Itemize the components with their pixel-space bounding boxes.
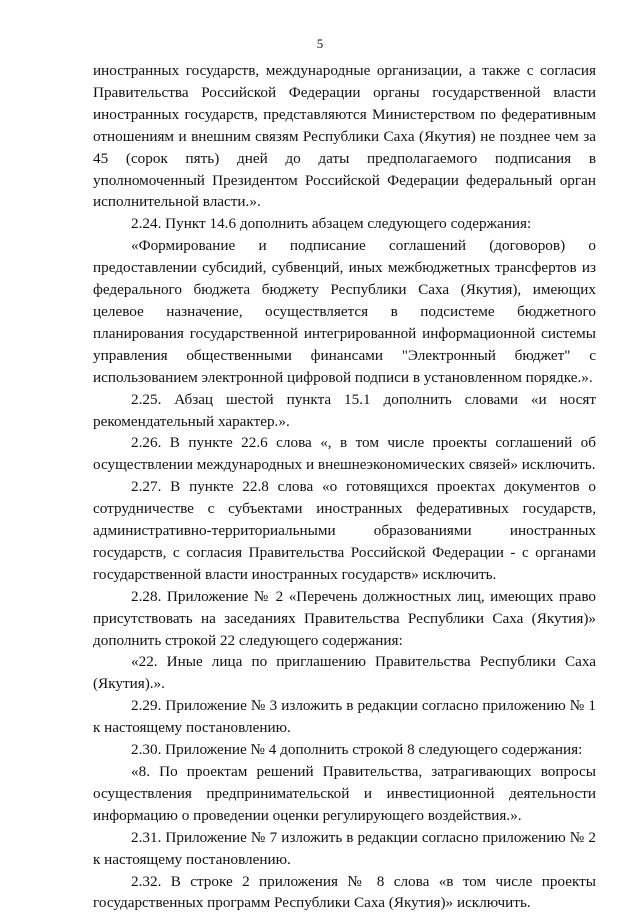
paragraph-2-28: 2.28. Приложение № 2 «Перечень должностных лиц, имеющих право присутствовать на заседаниях Правительства Республики Саха (Якутия)» дополнить строкой 22 следующего содержания: [93, 587, 596, 649]
paragraph-2-25: 2.25. Абзац шестой пункта 15.1 дополнить словами «и носят рекомендательный характер.». [93, 390, 596, 430]
paragraph-2-29: 2.29. Приложение № 3 изложить в редакции согласно приложению № 1 к настоящему постановлению. [93, 697, 596, 737]
paragraph-2-32: 2.32. В строке 2 приложения № 8 слова «в том числе проекты государственных программ Республики Саха (Якутия)» исключить. [93, 872, 596, 912]
paragraph-2-26: 2.26. В пункте 22.6 слова «, в том числе проекты соглашений об осуществлении международных и внешнеэкономических связей» исключить. [93, 434, 596, 474]
paragraph-2-27: 2.27. В пункте 22.8 слова «о готовящихся проектах документов о сотрудничестве с субъектами иностранных федеративных государств, административно-территориальными образованиями иностранных государств, с согласия Правительства Российской Федерации - с органами государственной власти иностранных государств» исключить. [93, 478, 596, 583]
paragraph-2-24: 2.24. Пункт 14.6 дополнить абзацем следующего содержания: [131, 215, 532, 233]
paragraph-2-31: 2.31. Приложение № 7 изложить в редакции согласно приложению № 2 к настоящему постановлению. [93, 828, 596, 868]
paragraph-2-24-quote: «Формирование и подписание соглашений (договоров) о предоставлении субсидий, субвенций, иных межбюджетных трансфертов из федерального бюджета бюджету Республики Саха (Якутия), имеющих целевое назначение, осуществляется в подсистеме бюджетного планирования государственной интегрированной информационной системы управления общественными финансами "Электронный бюджет" с использованием электронной цифровой подписи в установленном порядке.». [93, 237, 596, 386]
document-body [93, 60, 596, 914]
paragraph-continuation: иностранных государств, международные организации, а также с согласия Правительства Российской Федерации органы государственной власти иностранных государств, представляются Министерством по федеративным отношениям и внешним связям Республики Саха (Якутия) не позднее чем за 45 (сорок пять) дней до даты предполагаемого подписания в уполномоченный Президентом Российской Федерации федеральный орган исполнительной власти.». [93, 62, 596, 211]
paragraph-2-28-quote: «22. Иные лица по приглашению Правительства Республики Саха (Якутия).». [93, 653, 596, 693]
page-number: 5 [316, 36, 324, 51]
paragraph-2-30-quote: «8. По проектам решений Правительства, затрагивающих вопросы осуществления предпринимательской и инвестиционной деятельности информацию о проведении оценки регулирующего воздействия.». [93, 763, 596, 824]
paragraph-2-30: 2.30. Приложение № 4 дополнить строкой 8 следующего содержания: [131, 741, 583, 759]
